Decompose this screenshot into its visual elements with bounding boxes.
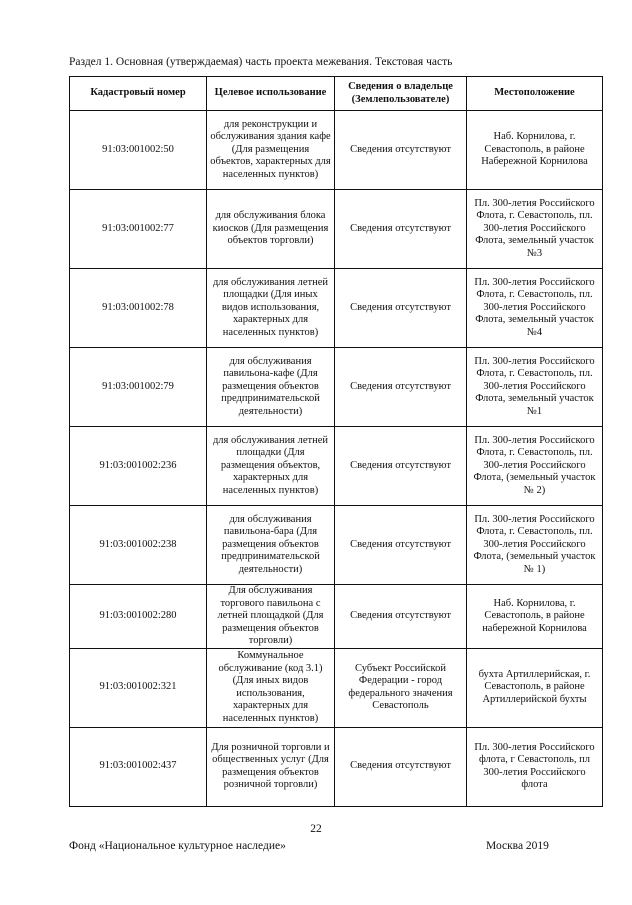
cell-owner: Сведения отсутствуют (335, 506, 467, 585)
cell-owner: Сведения отсутствуют (335, 585, 467, 649)
footer-organization: Фонд «Национальное культурное наследие» (69, 840, 286, 852)
cell-location: Наб. Корнилова, г. Севастополь, в районе набережной Корнилова (467, 585, 603, 649)
table-row (70, 648, 603, 727)
table-row (70, 585, 603, 649)
cell-owner: Сведения отсутствуют (335, 190, 467, 269)
table-row (70, 727, 603, 806)
cell-usage: Коммунальное обслуживание (код 3.1)(Для иных видов использования, характерных для населенных пунктов) (207, 648, 335, 727)
cell-owner: Сведения отсутствуют (335, 269, 467, 348)
cell-cadastral: 91:03:001002:238 (70, 506, 207, 585)
cell-location: Пл. 300-летия Российского Флота, г. Севастополь, пл. 300-летия Российского Флота, земельный участок №4 (467, 269, 603, 348)
cell-location: Наб. Корнилова, г. Севастополь, в районе Набережной Корнилова (467, 111, 603, 190)
column-header-location: Местоположение (467, 77, 603, 111)
cell-usage: для обслуживания блока киосков (Для размещения объектов торговли) (207, 190, 335, 269)
cell-cadastral: 91:03:001002:321 (70, 648, 207, 727)
table-header-row (70, 77, 603, 111)
cell-usage: Для обслуживания торгового павильона с летней площадкой (Для размещения объектов торговли) (207, 585, 335, 649)
table-row (70, 190, 603, 269)
table-row (70, 269, 603, 348)
cell-usage: для обслуживания летней площадки (Для иных видов использования, характерных для населенных пунктов) (207, 269, 335, 348)
cell-cadastral: 91:03:001002:79 (70, 348, 207, 427)
table-row (70, 506, 603, 585)
column-header-cadastral: Кадастровый номер (70, 77, 207, 111)
cell-location: Пл. 300-летия Российского флота, г Севастополь, пл 300-летия Российского флота (467, 727, 603, 806)
cell-cadastral: 91:03:001002:78 (70, 269, 207, 348)
cell-owner: Сведения отсутствуют (335, 427, 467, 506)
cell-owner: Сведения отсутствуют (335, 348, 467, 427)
cell-location: Пл. 300-летия Российского Флота, г. Севастополь, пл. 300-летия Российского Флота, земельный участок №3 (467, 190, 603, 269)
cell-cadastral: 91:03:001002:50 (70, 111, 207, 190)
cell-location: Пл. 300-летия Российского Флота, г. Севастополь, пл. 300-летия Российского Флота, земельный участок №1 (467, 348, 603, 427)
cell-location: Пл. 300-летия Российского Флота, г. Севастополь, пл. 300-летия Российского Флота, (земельный участок № 1) (467, 506, 603, 585)
cell-usage: для обслуживания павильона-кафе (Для размещения объектов предпринимательской деятельности) (207, 348, 335, 427)
cell-owner: Сведения отсутствуют (335, 111, 467, 190)
parcel-table (69, 76, 603, 807)
table-row (70, 348, 603, 427)
cell-usage: для обслуживания летней площадки (Для размещения объектов, характерных для населенных пунктов) (207, 427, 335, 506)
cell-owner: Субъект Российской Федерации - город федерального значения Севастополь (335, 648, 467, 727)
cell-cadastral: 91:03:001002:77 (70, 190, 207, 269)
cell-cadastral: 91:03:001002:280 (70, 585, 207, 649)
page-number: 22 (310, 823, 322, 835)
cell-usage: для реконструкции и обслуживания здания кафе (Для размещения объектов, характерных для населенных пунктов) (207, 111, 335, 190)
cell-location: Пл. 300-летия Российского Флота, г. Севастополь, пл. 300-летия Российского Флота, (земельный участок № 2) (467, 427, 603, 506)
column-header-usage: Целевое использование (207, 77, 335, 111)
column-header-owner: Сведения о владельце (Землепользователе) (335, 77, 467, 111)
cell-usage: для обслуживания павильона-бара (Для размещения объектов предпринимательской деятельности) (207, 506, 335, 585)
cell-usage: Для розничной торговли и общественных услуг (Для размещения объектов розничной торговли) (207, 727, 335, 806)
section-title: Раздел 1. Основная (утверждаемая) часть проекта межевания. Текстовая часть (69, 56, 453, 68)
cell-owner: Сведения отсутствуют (335, 727, 467, 806)
cell-cadastral: 91:03:001002:437 (70, 727, 207, 806)
cell-location: бухта Артиллерийская, г. Севастополь, в районе Артиллерийской бухты (467, 648, 603, 727)
footer-city-year: Москва 2019 (486, 840, 549, 852)
table-row (70, 427, 603, 506)
cell-cadastral: 91:03:001002:236 (70, 427, 207, 506)
table-row (70, 111, 603, 190)
